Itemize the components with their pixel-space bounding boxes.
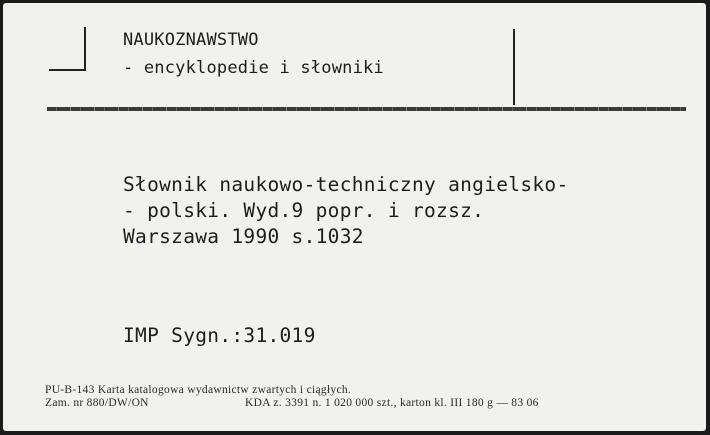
entry-title-line-2: - polski. Wyd.9 popr. i rozsz.: [123, 199, 485, 222]
footer-form-line: PU-B-143 Karta katalogowa wydawnictw zwartych i ciągłych.: [45, 384, 352, 396]
subject-subheading: - encyklopedie i słowniki: [123, 58, 384, 78]
footer-print-info: KDA z. 3391 n. 1 020 000 szt., karton kl. III 180 g — 83 06: [245, 397, 539, 409]
subject-heading: NAUKOZNAWSTWO: [123, 30, 259, 50]
catalog-card: [3, 3, 706, 431]
entry-publication: Warszawa 1990 s.1032: [123, 225, 364, 248]
left-margin-line: [84, 27, 86, 71]
right-header-line: [513, 29, 515, 105]
signature-number: IMP Sygn.:31.019: [123, 324, 316, 347]
heading-divider: [47, 107, 686, 111]
entry-title-line-1: Słownik naukowo-techniczny angielsko-: [123, 173, 569, 196]
footer-order-number: Zam. nr 880/DW/ON: [45, 397, 149, 409]
left-margin-tick: [49, 69, 85, 71]
